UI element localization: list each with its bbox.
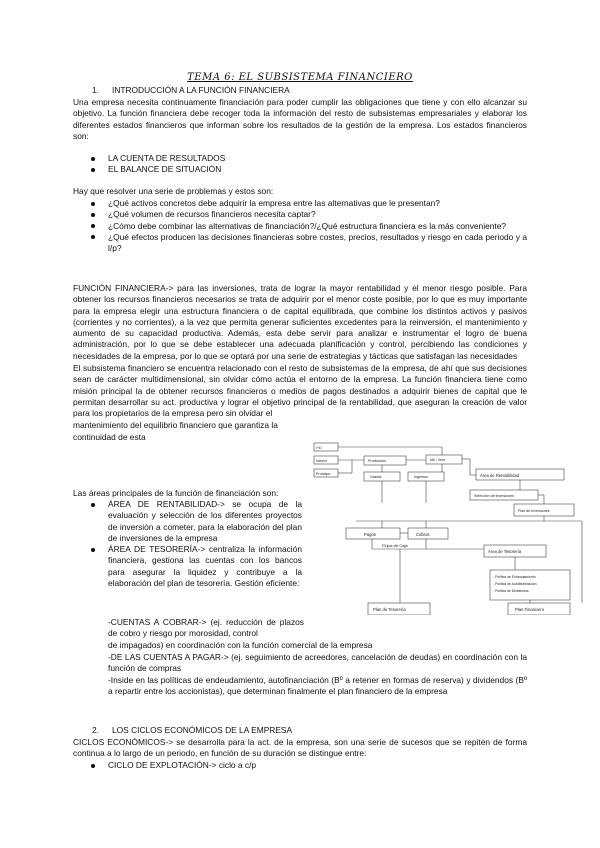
list-item: ¿Qué efectos producen las decisiones financieras sobre costes, precios, resultados y riesgo en cada periodo y a l/p?	[86, 232, 527, 255]
subsistema-tail-1: mantenimiento del equilibrio financiero que garantiza la	[73, 420, 278, 430]
list-item: EL BALANCE DE SITUACIÓN	[86, 164, 486, 175]
diagram-label: - Política de Dividendos	[493, 589, 529, 593]
subsistema-paragraph: El subsistema financiero se encuentra relacionado con el resto de subsistemas de la empresa, de ahí que sus decisiones sean de carácter multidimensional, sin olvidar cómo actúa el entorno de la empresa. La función financiera tiene como misión principal la de obtener recursos financieros o medios de pagos destinados a adquirir bienes de capital que le permitan desarrollar su act. productiva y lograr el objetivo principal de la rentabilidad, que aseguran la creación de valor para los propietarios de la empresa pero sin olvidar el	[73, 363, 527, 419]
diagram-label: Mk / Vent	[430, 458, 445, 462]
diagram-label: Área de Tesorería	[488, 549, 522, 554]
cuentas-cobrar-continuation: de impagados) en coordinación con la función comercial de la empresa	[108, 640, 373, 650]
cuentas-cobrar-text: -CUENTAS A COBRAR-> (ej. reducción de plazos de cobro y riesgo por morosidad, control	[108, 617, 304, 639]
list-item: LA CUENTA DE RESULTADOS	[86, 153, 486, 164]
financial-function-diagram	[312, 437, 587, 615]
document-title: TEMA 6: EL SUBSISTEMA FINANCIERO	[187, 72, 413, 83]
diagram-label: Gastos	[370, 475, 382, 479]
subsistema-tail-2: continuidad de esta	[73, 432, 146, 442]
diagram-label: - Política de Autofinanciación	[493, 582, 537, 586]
diagram-label: Cobros	[416, 532, 430, 537]
problems-list	[86, 198, 527, 254]
section-1-title: INTRODUCCIÓN A LA FUNCIÓN FINANCIERA	[112, 85, 290, 95]
list-item: ¿Cómo debe combinar las alternativas de financiación?/¿Qué estructura financiera es la más conveniente?	[86, 221, 527, 232]
areas-intro: Las áreas principales de la función de financiación son:	[73, 488, 279, 498]
diagram-label: Plan Financiero	[515, 607, 545, 612]
diagram-label: Plan de Tesorería	[373, 607, 406, 612]
list-item: ¿Qué volumen de recursos financieros necesita captar?	[86, 209, 527, 220]
funcion-financiera-paragraph: FUNCIÓN FINANCIERA-> para las inversiones, trata de lograr la mayor rentabilidad y el menor riesgo posible. Para obtener los recursos financieros necesarios se trata de adquirir por el menor coste posible, por lo que es muy importante para la empresa elegir una estructura financiera o de capital equilibrada, que combine los distintos activos y pasivos (corrientes y no corrientes), a la vez que permita generar suficientes excedentes para la reinversión, el mantenimiento y aumento de su capacidad productiva. Además, esta debe servir para analizar e instrumentar el logro de buena administración, por lo que se debe establecer una adecuada planificación y control, percibiendo las condiciones y necesidades de la empresa, por lo que se optará por una serie de estrategias y tácticas que satisfagan las necesidades	[73, 283, 527, 361]
problems-intro: Hay que resolver una serie de problemas y estos son:	[73, 186, 274, 196]
diagram-label: - Política de Endeudamiento	[493, 575, 536, 579]
ciclos-paragraph: CICLOS ECONÓMICOS-> se desarrolla para la act. de la empresa, son una serie de sucesos que se repiten de forma continua a lo largo de un periodo, en función de su duración se distingue entre:	[73, 737, 527, 759]
areas-list	[86, 499, 302, 589]
area-rentabilidad-item: ÁREA DE RENTABILIDAD-> se ocupa de la evaluación y selección de los diferentes proyectos de inversión a cometer, para la elaboración del plan de inversiones de la empresa	[86, 499, 302, 544]
diagram-label: Pagos	[364, 532, 376, 537]
cuentas-pagar-text: -DE LAS CUENTAS A PAGAR-> (ej. seguimiento de acreedores, cancelación de deudas) en coordinación con la función de compras	[108, 652, 527, 674]
section-1-heading	[92, 85, 290, 96]
section-2-heading	[92, 725, 292, 736]
diagram-label: Prototipo	[316, 472, 331, 476]
financial-statements-list	[86, 153, 486, 176]
section-2-title: LOS CICLOS ECONÓMICOS DE LA EMPRESA	[112, 725, 293, 735]
intro-paragraph: Una empresa necesita continuamente financiación para poder cumplir las obligaciones que tiene y con ello alcanzar su objetivo. La función financiera debe recoger toda la información del resto de subsistemas empresariales y elaborar los diferentes estados financieros que informan sobre los resultados de la gestión de la empresa. Los estados financieros son:	[73, 97, 527, 141]
diagram-label: Producción	[368, 459, 386, 463]
ciclos-list	[86, 760, 506, 771]
diagram-label: Plan de Inversiones	[518, 509, 550, 513]
diagram-label: I+D	[316, 446, 322, 450]
politicas-text: -Inside en las políticas de endeudamiento, autofinanciación (Bº a retener en formas de reserva) y dividendos (Bº a repartir entre los accionistas), que determinan finalmente el plan financiero de la empresa	[108, 675, 527, 697]
list-item: ¿Qué activos concretos debe adquirir la empresa entre las alternativas que le presentan?	[86, 198, 527, 209]
diagram-label: Ingresos	[414, 475, 428, 479]
area-tesoreria-item: ÁREA DE TESORERÍA-> centraliza la información financiera, gestiona las cuentas con los bancos para asegurar la liquidez y contribuye a la elaboración del plan de tesorería. Gestión eficiente:	[86, 544, 302, 589]
list-item: CICLO DE EXPLOTACIÓN-> ciclo a c/p	[86, 760, 506, 771]
section-1-number: 1.	[92, 85, 99, 95]
diagram-label: Selección de inversiones	[474, 494, 514, 498]
diagram-label: Área de Rentabilidad	[480, 473, 520, 478]
diagram-label: Flujos de Caja	[382, 543, 408, 548]
diagram-label: Interno	[316, 459, 328, 463]
section-2-number: 2.	[92, 725, 99, 735]
